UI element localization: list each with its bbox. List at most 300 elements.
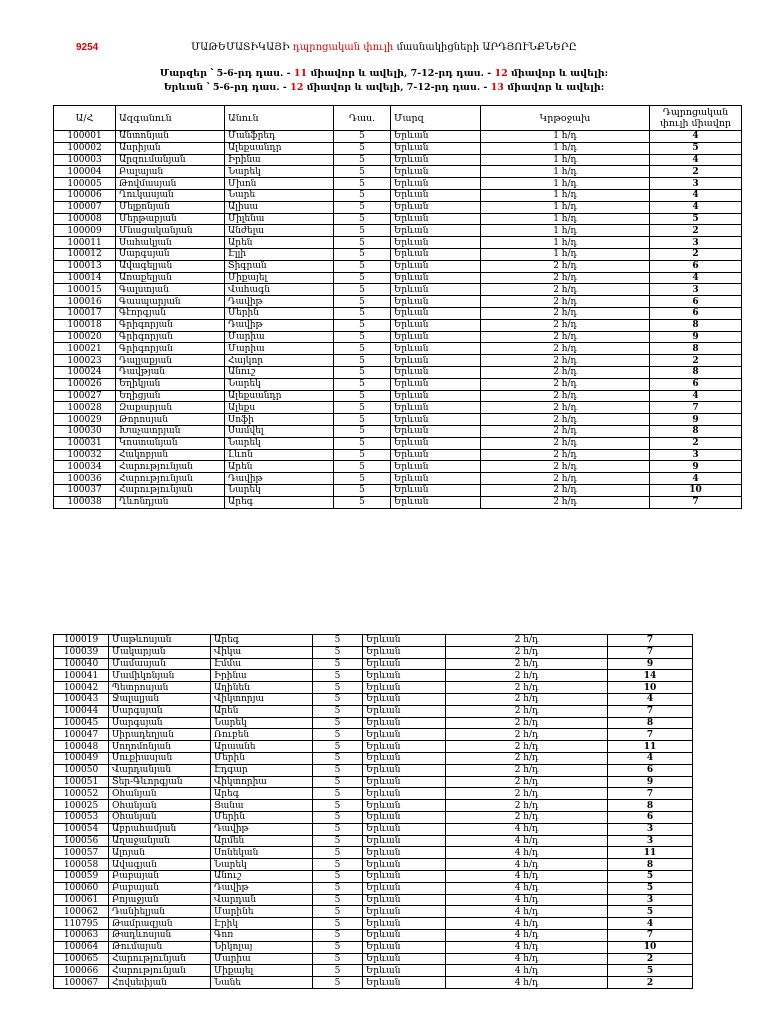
cell-surname: Թովմասյան [116, 178, 225, 190]
cell-id: 100002 [54, 142, 116, 154]
cell-score: 11 [608, 847, 693, 859]
cell-name: Վիկա [211, 646, 313, 658]
cell-id: 100017 [54, 307, 116, 319]
cell-name: Դավիթ [225, 319, 334, 331]
cell-grade: 5 [334, 272, 391, 284]
cell-surname: Սարգսյան [109, 717, 211, 729]
cell-score: 14 [608, 670, 693, 682]
cell-score: 9 [608, 658, 693, 670]
table-header-row [54, 106, 742, 131]
cell-surname: Մաթևոսյան [109, 635, 211, 647]
cell-score: 4 [650, 390, 742, 402]
cell-region: Երևան [363, 788, 446, 800]
cell-school: 4 հ/դ [446, 906, 608, 918]
cell-id: 100034 [54, 461, 116, 473]
cell-id: 100015 [54, 284, 116, 296]
cell-id: 100027 [54, 390, 116, 402]
cell-name: Վահագն [225, 284, 334, 296]
cell-school: 2 հ/դ [446, 705, 608, 717]
cell-name: Էլլի [225, 248, 334, 260]
cell-score: 5 [650, 142, 742, 154]
cell-grade: 5 [334, 496, 391, 508]
cell-name: Նիկոլայ [211, 941, 313, 953]
cell-region: Երևան [363, 811, 446, 823]
cell-name: Արաանե [211, 741, 313, 753]
table-row [54, 142, 742, 154]
table-row [54, 906, 693, 918]
cell-region: Երևան [363, 717, 446, 729]
cell-name: Արեգ [211, 635, 313, 647]
cell-score: 4 [608, 752, 693, 764]
cell-region: Երևան [363, 894, 446, 906]
table-row [54, 776, 693, 788]
cell-surname: Սաhակյան [116, 237, 225, 249]
table-row [54, 296, 742, 308]
cell-grade: 5 [334, 425, 391, 437]
cell-id: 100049 [54, 752, 109, 764]
cell-id: 100051 [54, 776, 109, 788]
cell-score: 8 [608, 717, 693, 729]
table-row [54, 835, 693, 847]
cell-surname: Առաքելյան [116, 272, 225, 284]
cell-surname: Բալայան [116, 166, 225, 178]
cell-id: 100053 [54, 811, 109, 823]
cell-id: 100029 [54, 414, 116, 426]
cell-id: 100036 [54, 473, 116, 485]
cell-region: Երևան [363, 977, 446, 989]
table-row [54, 355, 742, 367]
table-row [54, 670, 693, 682]
cell-school: 4 հ/դ [446, 870, 608, 882]
cell-surname: Գասպարյան [116, 296, 225, 308]
cell-region: Երևան [391, 331, 481, 343]
cell-school: 2 հ/դ [481, 296, 650, 308]
cell-grade: 5 [313, 941, 363, 953]
cell-id: 100006 [54, 189, 116, 201]
cell-id: 100013 [54, 260, 116, 272]
table-body-1 [54, 131, 742, 509]
cell-grade: 5 [313, 823, 363, 835]
cell-grade: 5 [313, 729, 363, 741]
cell-surname: Սուքիասյան [109, 752, 211, 764]
cell-region: Երևան [391, 189, 481, 201]
threshold-regions-n1: 11 [293, 68, 308, 79]
cell-score: 5 [608, 906, 693, 918]
table-row [54, 154, 742, 166]
cell-id: 100066 [54, 965, 109, 977]
col-name-header: Անուն [225, 106, 334, 131]
cell-score: 4 [608, 693, 693, 705]
cell-name: Էդգար [211, 764, 313, 776]
cell-score: 2 [650, 248, 742, 260]
cell-school: 4 հ/դ [446, 835, 608, 847]
cell-id: 100054 [54, 823, 109, 835]
cell-name: Արեն [225, 461, 334, 473]
cell-id: 100041 [54, 670, 109, 682]
cell-school: 2 հ/դ [481, 402, 650, 414]
cell-surname: Թադևոսյան [109, 929, 211, 941]
cell-name: Մերին [225, 307, 334, 319]
cell-surname: Եղիկյան [116, 378, 225, 390]
cell-id: 100067 [54, 977, 109, 989]
cell-grade: 5 [334, 178, 391, 190]
cell-surname: Մնացականյան [116, 225, 225, 237]
cell-grade: 5 [313, 788, 363, 800]
cell-grade: 5 [334, 213, 391, 225]
cell-grade: 5 [313, 717, 363, 729]
cell-grade: 5 [313, 800, 363, 812]
cell-region: Երևան [363, 635, 446, 647]
cell-school: 4 հ/դ [446, 847, 608, 859]
table-row [54, 658, 693, 670]
cell-grade: 5 [334, 355, 391, 367]
cell-region: Երևան [391, 201, 481, 213]
cell-grade: 5 [313, 646, 363, 658]
table-row [54, 272, 742, 284]
cell-region: Երևան [391, 237, 481, 249]
cell-score: 4 [650, 201, 742, 213]
cell-school: 2 հ/դ [446, 752, 608, 764]
cell-school: 4 հ/դ [446, 918, 608, 930]
cell-name: Անուշ [211, 870, 313, 882]
results-table-1 [53, 105, 742, 509]
cell-score: 4 [608, 918, 693, 930]
cell-name: Վիկտորիա [211, 776, 313, 788]
cell-name: Լևոն [225, 449, 334, 461]
cell-region: Երևան [391, 213, 481, 225]
cell-school: 2 հ/դ [481, 343, 650, 355]
cell-grade: 5 [334, 296, 391, 308]
cell-region: Երևան [363, 729, 446, 741]
cell-school: 1 հ/դ [481, 131, 650, 143]
cell-score: 4 [650, 272, 742, 284]
cell-name: Մանֆրեդ [225, 131, 334, 143]
cell-surname: Օհանյան [109, 788, 211, 800]
table-row [54, 378, 742, 390]
cell-school: 2 հ/դ [481, 449, 650, 461]
cell-score: 3 [650, 237, 742, 249]
cell-school: 4 հ/դ [446, 929, 608, 941]
cell-region: Երևան [391, 166, 481, 178]
cell-school: 4 հ/դ [446, 823, 608, 835]
cell-id: 100014 [54, 272, 116, 284]
cell-name: Սամվել [225, 425, 334, 437]
table-row [54, 131, 742, 143]
cell-school: 2 հ/դ [481, 390, 650, 402]
cell-score: 2 [608, 953, 693, 965]
cell-surname: Աբրահամյան [109, 823, 211, 835]
cell-school: 4 հ/դ [446, 859, 608, 871]
cell-region: Երևան [391, 154, 481, 166]
cell-school: 4 հ/դ [446, 894, 608, 906]
cell-id: 100065 [54, 953, 109, 965]
table-row [54, 646, 693, 658]
cell-grade: 5 [334, 449, 391, 461]
cell-region: Երևան [363, 682, 446, 694]
cell-score: 8 [608, 859, 693, 871]
table-row [54, 461, 742, 473]
cell-name: Նարե [225, 189, 334, 201]
cell-id: 100048 [54, 741, 109, 753]
cell-grade: 5 [313, 682, 363, 694]
table-row [54, 965, 693, 977]
table-row [54, 811, 693, 823]
table-row [54, 870, 693, 882]
table-row [54, 764, 693, 776]
cell-name: Վարդան [211, 894, 313, 906]
cell-region: Երևան [391, 449, 481, 461]
cell-grade: 5 [334, 166, 391, 178]
cell-surname: Հարությունյան [116, 484, 225, 496]
cell-grade: 5 [313, 965, 363, 977]
cell-id: 100024 [54, 366, 116, 378]
cell-score: 5 [608, 965, 693, 977]
table-row [54, 319, 742, 331]
cell-surname: Արզումանյան [116, 154, 225, 166]
cell-id: 100040 [54, 658, 109, 670]
cell-name: Նարեկ [225, 378, 334, 390]
cell-name: Սոֆի [225, 414, 334, 426]
cell-id: 100008 [54, 213, 116, 225]
cell-name: Մարիա [225, 343, 334, 355]
cell-surname: Եղիցյան [116, 390, 225, 402]
cell-name: Իրինա [225, 154, 334, 166]
cell-grade: 5 [334, 307, 391, 319]
cell-school: 2 հ/դ [446, 729, 608, 741]
cell-school: 2 հ/դ [446, 658, 608, 670]
table-row [54, 484, 742, 496]
cell-surname: Բաբայան [109, 882, 211, 894]
cell-score: 11 [608, 741, 693, 753]
col-region-header: Մարզ [391, 106, 481, 131]
cell-id: 100056 [54, 835, 109, 847]
table-row [54, 178, 742, 190]
table-row [54, 343, 742, 355]
cell-name: Մարիա [211, 953, 313, 965]
cell-region: Երևան [363, 965, 446, 977]
cell-grade: 5 [313, 693, 363, 705]
cell-score: 8 [650, 319, 742, 331]
cell-id: 100063 [54, 929, 109, 941]
cell-region: Երևան [391, 390, 481, 402]
cell-grade: 5 [313, 752, 363, 764]
cell-id: 100047 [54, 729, 109, 741]
cell-surname: Տեր-Գևորգյան [109, 776, 211, 788]
cell-school: 1 հ/դ [481, 225, 650, 237]
cell-score: 2 [650, 437, 742, 449]
cell-grade: 5 [334, 201, 391, 213]
cell-name: Արեգ [225, 496, 334, 508]
cell-grade: 5 [334, 331, 391, 343]
cell-surname: Աղաջանյան [109, 835, 211, 847]
cell-name: Ալեքսանդր [225, 390, 334, 402]
cell-surname: Անտոնյան [116, 131, 225, 143]
cell-score: 5 [608, 870, 693, 882]
table-row [54, 859, 693, 871]
cell-name: Սոնեկան [211, 847, 313, 859]
cell-grade: 5 [334, 343, 391, 355]
table-row [54, 941, 693, 953]
cell-name: Արեն [211, 705, 313, 717]
cell-id: 100062 [54, 906, 109, 918]
cell-grade: 5 [334, 154, 391, 166]
cell-school: 2 հ/դ [481, 319, 650, 331]
cell-id: 100030 [54, 425, 116, 437]
cell-surname: Օհանյան [109, 811, 211, 823]
cell-score: 7 [608, 635, 693, 647]
table-row [54, 496, 742, 508]
cell-name: Արեգ [211, 788, 313, 800]
cell-score: 7 [650, 402, 742, 414]
table-row [54, 823, 693, 835]
table-row [54, 717, 693, 729]
table-row [54, 788, 693, 800]
cell-surname: Հովսեփյան [109, 977, 211, 989]
cell-name: Վիկտորյա [211, 693, 313, 705]
cell-region: Երևան [363, 953, 446, 965]
cell-score: 8 [650, 366, 742, 378]
cell-name: Ալեքս [225, 402, 334, 414]
cell-surname: Բոյաջյան [109, 894, 211, 906]
cell-id: 100043 [54, 693, 109, 705]
cell-school: 4 հ/դ [446, 882, 608, 894]
cell-score: 9 [650, 461, 742, 473]
cell-surname: Մակարյան [109, 646, 211, 658]
cell-score: 7 [608, 729, 693, 741]
threshold-regions-b: միավոր և ավելի, 7-12-րդ դաս. - [307, 68, 495, 79]
cell-id: 100050 [54, 764, 109, 776]
cell-grade: 5 [334, 484, 391, 496]
cell-surname: Թումայան [109, 941, 211, 953]
cell-school: 2 հ/դ [446, 764, 608, 776]
cell-id: 100025 [54, 800, 109, 812]
table-row [54, 366, 742, 378]
table-row [54, 473, 742, 485]
cell-score: 2 [650, 355, 742, 367]
cell-region: Երևան [391, 378, 481, 390]
cell-region: Երևան [391, 178, 481, 190]
cell-region: Երևան [363, 741, 446, 753]
cell-name: Մերին [211, 811, 313, 823]
cell-grade: 5 [334, 378, 391, 390]
cell-school: 2 հ/դ [481, 331, 650, 343]
table-row [54, 307, 742, 319]
cell-region: Երևան [391, 272, 481, 284]
table-row [54, 741, 693, 753]
cell-grade: 5 [334, 390, 391, 402]
cell-grade: 5 [313, 776, 363, 788]
page-title [0, 42, 768, 53]
cell-school: 2 հ/դ [481, 307, 650, 319]
cell-grade: 5 [313, 705, 363, 717]
cell-score: 10 [608, 682, 693, 694]
cell-region: Երևան [363, 906, 446, 918]
cell-region: Երևան [363, 870, 446, 882]
cell-id: 100044 [54, 705, 109, 717]
cell-score: 2 [650, 225, 742, 237]
cell-region: Երևան [363, 929, 446, 941]
cell-name: Իրինա [211, 670, 313, 682]
table-row [54, 847, 693, 859]
cell-score: 3 [608, 823, 693, 835]
cell-id: 100060 [54, 882, 109, 894]
cell-id: 100023 [54, 355, 116, 367]
cell-region: Երևան [391, 437, 481, 449]
cell-score: 3 [608, 894, 693, 906]
threshold-yerevan-n2: 13 [490, 82, 504, 93]
cell-id: 100026 [54, 378, 116, 390]
cell-region: Երևան [391, 260, 481, 272]
cell-score: 5 [608, 882, 693, 894]
cell-grade: 5 [313, 658, 363, 670]
table-body-2 [54, 635, 693, 989]
col-score-header: Դպրոցական փուլի միավոր [650, 106, 742, 131]
cell-grade: 5 [334, 131, 391, 143]
cell-id: 100032 [54, 449, 116, 461]
cell-region: Երևան [363, 800, 446, 812]
cell-score: 4 [650, 154, 742, 166]
table-row [54, 635, 693, 647]
cell-region: Երևան [391, 284, 481, 296]
cell-grade: 5 [334, 437, 391, 449]
cell-grade: 5 [334, 260, 391, 272]
table-row [54, 201, 742, 213]
cell-name: Ցանա [211, 800, 313, 812]
cell-region: Երևան [391, 366, 481, 378]
cell-school: 2 հ/դ [446, 800, 608, 812]
table-row [54, 331, 742, 343]
cell-score: 10 [608, 941, 693, 953]
table-row [54, 977, 693, 989]
cell-surname: Օհանյան [109, 800, 211, 812]
threshold-yerevan-c: միավոր և ավելի: [503, 82, 605, 93]
cell-grade: 5 [313, 835, 363, 847]
cell-id: 100001 [54, 131, 116, 143]
table-row [54, 248, 742, 260]
cell-surname: Ավագելյան [116, 260, 225, 272]
cell-name: Նարեկ [225, 166, 334, 178]
table-row [54, 437, 742, 449]
cell-name: Նարեկ [211, 859, 313, 871]
cell-score: 8 [650, 343, 742, 355]
col-grade-header: Դաս. [334, 106, 391, 131]
cell-grade: 5 [313, 906, 363, 918]
cell-id: 100064 [54, 941, 109, 953]
table-row [54, 682, 693, 694]
results-table-2 [53, 634, 693, 989]
cell-region: Երևան [391, 425, 481, 437]
cell-surname: Գրիգորյան [116, 343, 225, 355]
cell-surname: Մամիկոնյան [109, 670, 211, 682]
cell-name: Անժելա [225, 225, 334, 237]
cell-region: Երևան [391, 343, 481, 355]
cell-region: Երևան [391, 355, 481, 367]
cell-surname: Մելքոնյան [116, 201, 225, 213]
cell-id: 100061 [54, 894, 109, 906]
cell-grade: 5 [334, 366, 391, 378]
cell-surname: Խաչատրյան [116, 425, 225, 437]
cell-name: Արեն [225, 237, 334, 249]
cell-school: 4 հ/դ [446, 953, 608, 965]
cell-score: 5 [650, 213, 742, 225]
threshold-regions-c: միավոր և ավելի: [507, 68, 609, 79]
cell-score: 7 [608, 788, 693, 800]
cell-score: 3 [608, 835, 693, 847]
cell-name: Հայկոր [225, 355, 334, 367]
cell-name: Դավիթ [225, 296, 334, 308]
cell-surname: Դավթյան [116, 366, 225, 378]
cell-school: 2 հ/դ [481, 414, 650, 426]
